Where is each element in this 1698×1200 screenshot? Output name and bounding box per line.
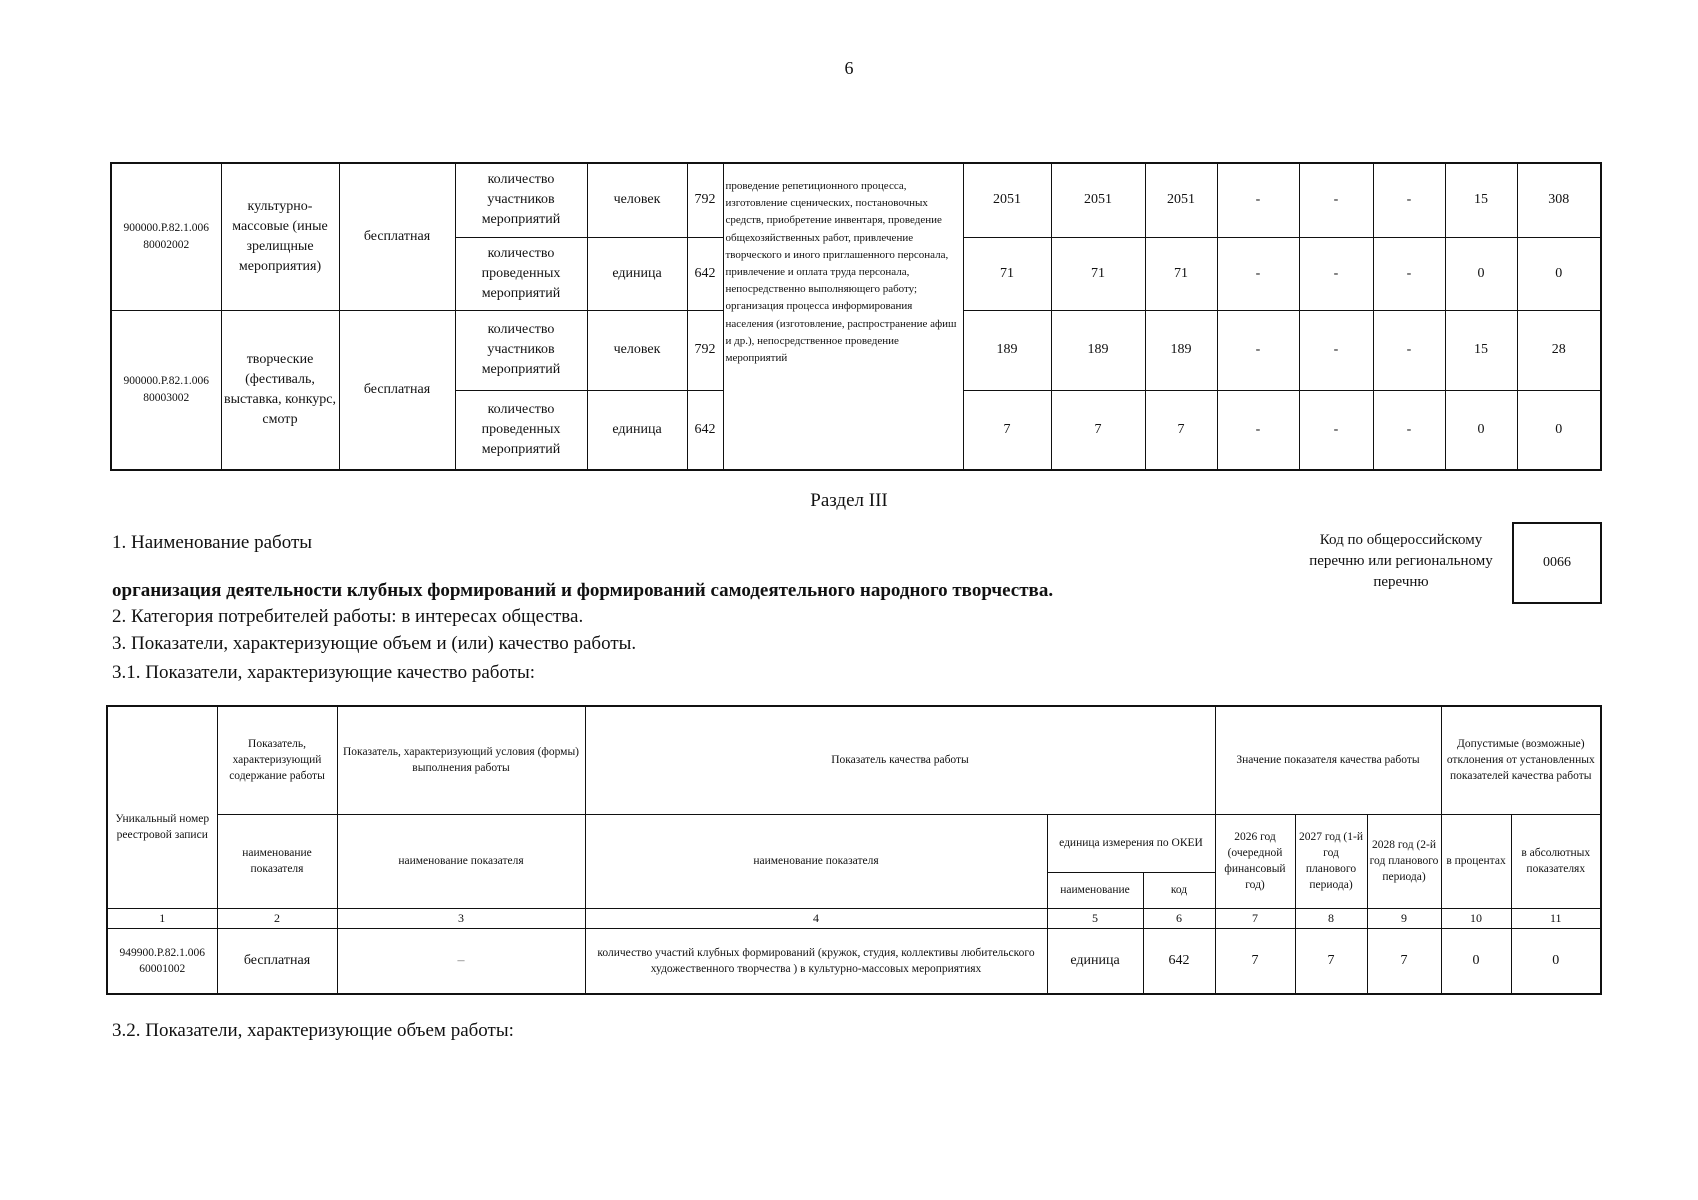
condition-indicator-cell: – (337, 928, 585, 994)
volume-indicators-heading: 3.2. Показатели, характеризующие объем работы: (112, 1020, 514, 1041)
condition-indicator-cell: бесплатная (339, 163, 455, 310)
value-cell: - (1373, 310, 1445, 390)
value-cell: 71 (1051, 237, 1145, 310)
column-number: 11 (1511, 908, 1601, 928)
percent-header: в процентах (1441, 814, 1511, 908)
value-cell: - (1217, 390, 1299, 470)
value-cell: 7 (1145, 390, 1217, 470)
column-number: 3 (337, 908, 585, 928)
value-cell: 0 (1445, 237, 1517, 310)
value-cell: 7 (1295, 928, 1367, 994)
content-header: Показатель, характеризующий содержание работы (217, 706, 337, 814)
indicator-name-cell: количество проведенных мероприятий (455, 390, 587, 470)
unit-code-cell: 642 (687, 237, 723, 310)
quality-indicators-table (106, 705, 1602, 995)
column-number: 4 (585, 908, 1047, 928)
content-name-header: наименование показателя (217, 814, 337, 908)
indicator-name-cell: количество участников мероприятий (455, 310, 587, 390)
indicator-name-cell: количество участников мероприятий (455, 163, 587, 237)
work-name-label: 1. Наименование работы (112, 532, 313, 553)
column-number: 8 (1295, 908, 1367, 928)
table-row (111, 163, 1601, 237)
value-cell: 0 (1441, 928, 1511, 994)
registry-number-cell: 900000.Р.82.1.006 80002002 (111, 163, 221, 310)
value-cell: - (1217, 237, 1299, 310)
value-cell: 28 (1517, 310, 1601, 390)
registry-number-cell: 949900.Р.82.1.006 60001002 (107, 928, 217, 994)
column-number: 5 (1047, 908, 1143, 928)
content-indicator-cell: творческие (фестиваль, выставка, конкурс, смотр (221, 310, 339, 470)
condition-header: Показатель, характеризующий условия (формы) выполнения работы (337, 706, 585, 814)
indicator-name-cell: количество участий клубных формирований (кружок, студия, коллективы любительского художественного творчества ) в культурно-массовых мероприятиях (585, 928, 1047, 994)
unit-code-cell: 792 (687, 163, 723, 237)
unit-name-cell: единица (1047, 928, 1143, 994)
section-title: Раздел III (810, 490, 888, 511)
unit-name-cell: единица (587, 237, 687, 310)
quality-indicators-heading: 3.1. Показатели, характеризующие качество работы: (112, 662, 536, 683)
column-number: 7 (1215, 908, 1295, 928)
work-name-value: организация деятельности клубных формирований и формирований самодеятельного народного творчества. (112, 580, 1054, 601)
absolute-header: в абсолютных показателях (1511, 814, 1601, 908)
unit-name-cell: человек (587, 310, 687, 390)
value-cell: 7 (963, 390, 1051, 470)
deviation-header: Допустимые (возможные) отклонения от установленных показателей качества работы (1441, 706, 1601, 814)
work-description-cell: проведение репетиционного процесса, изготовление сценических, постановочных средств, приобретение инвентаря, проведение общехозяйственных работ, привлечение творческого и иного приглашенного персонала, привлечение и оплата труда персонала, непосредственно выполняющего работу; организация процесса информирования населения (изготовление, распространение афиш и др.), непосредственное проведение мероприятий (723, 163, 963, 470)
column-number: 10 (1441, 908, 1511, 928)
value-header: Значение показателя качества работы (1215, 706, 1441, 814)
value-cell: 0 (1517, 390, 1601, 470)
table-row (107, 928, 1601, 994)
okei-code-header: код (1143, 872, 1215, 908)
column-number: 2 (217, 908, 337, 928)
value-cell: 0 (1445, 390, 1517, 470)
year-2-header: 2027 год (1-й год планового периода) (1295, 814, 1367, 908)
value-cell: 15 (1445, 310, 1517, 390)
value-cell: 2051 (963, 163, 1051, 237)
unit-code-cell: 642 (687, 390, 723, 470)
value-cell: 7 (1367, 928, 1441, 994)
okei-name-header: наименование (1047, 872, 1143, 908)
value-cell: 189 (963, 310, 1051, 390)
value-cell: 7 (1215, 928, 1295, 994)
unit-code-cell: 792 (687, 310, 723, 390)
value-cell: - (1299, 237, 1373, 310)
table-header-row (107, 706, 1601, 814)
year-3-header: 2028 год (2-й год планового периода) (1367, 814, 1441, 908)
value-cell: 189 (1145, 310, 1217, 390)
indicators-heading: 3. Показатели, характеризующие объем и (или) качество работы. (112, 633, 637, 654)
value-cell: 2051 (1145, 163, 1217, 237)
code-value: 0066 (1543, 555, 1571, 570)
unit-name-cell: человек (587, 163, 687, 237)
value-cell: - (1373, 163, 1445, 237)
indicator-name-cell: количество проведенных мероприятий (455, 237, 587, 310)
quality-header: Показатель качества работы (585, 706, 1215, 814)
page-number: 6 (844, 58, 854, 78)
unit-name-cell: единица (587, 390, 687, 470)
value-cell: 7 (1051, 390, 1145, 470)
value-cell: - (1299, 163, 1373, 237)
value-cell: 308 (1517, 163, 1601, 237)
column-number: 1 (107, 908, 217, 928)
content-indicator-cell: культурно-массовые (иные зрелищные мероприятия) (221, 163, 339, 310)
column-number: 6 (1143, 908, 1215, 928)
registry-number-cell: 900000.Р.82.1.006 80003002 (111, 310, 221, 470)
value-cell: 71 (963, 237, 1051, 310)
value-cell: - (1299, 390, 1373, 470)
table-header-row (107, 814, 1601, 872)
quality-name-header: наименование показателя (585, 814, 1047, 908)
volume-indicators-table (110, 162, 1602, 471)
value-cell: - (1373, 390, 1445, 470)
content-indicator-cell: бесплатная (217, 928, 337, 994)
consumer-category: 2. Категория потребителей работы: в интересах общества. (112, 606, 584, 627)
column-number-row (107, 908, 1601, 928)
value-cell: 0 (1517, 237, 1601, 310)
unit-code-cell: 642 (1143, 928, 1215, 994)
value-cell: 0 (1511, 928, 1601, 994)
value-cell: - (1217, 310, 1299, 390)
condition-name-header: наименование показателя (337, 814, 585, 908)
value-cell: 71 (1145, 237, 1217, 310)
value-cell: 189 (1051, 310, 1145, 390)
value-cell: - (1217, 163, 1299, 237)
registry-header: Уникальный номер реестровой записи (107, 706, 217, 908)
condition-indicator-cell: бесплатная (339, 310, 455, 470)
value-cell: - (1299, 310, 1373, 390)
code-value-box (1512, 522, 1602, 604)
okei-header: единица измерения по ОКЕИ (1047, 814, 1215, 872)
value-cell: - (1373, 237, 1445, 310)
code-label: Код по общероссийскому перечню или региональному перечню (1309, 532, 1493, 590)
value-cell: 15 (1445, 163, 1517, 237)
year-1-header: 2026 год (очередной финансовый год) (1215, 814, 1295, 908)
value-cell: 2051 (1051, 163, 1145, 237)
column-number: 9 (1367, 908, 1441, 928)
